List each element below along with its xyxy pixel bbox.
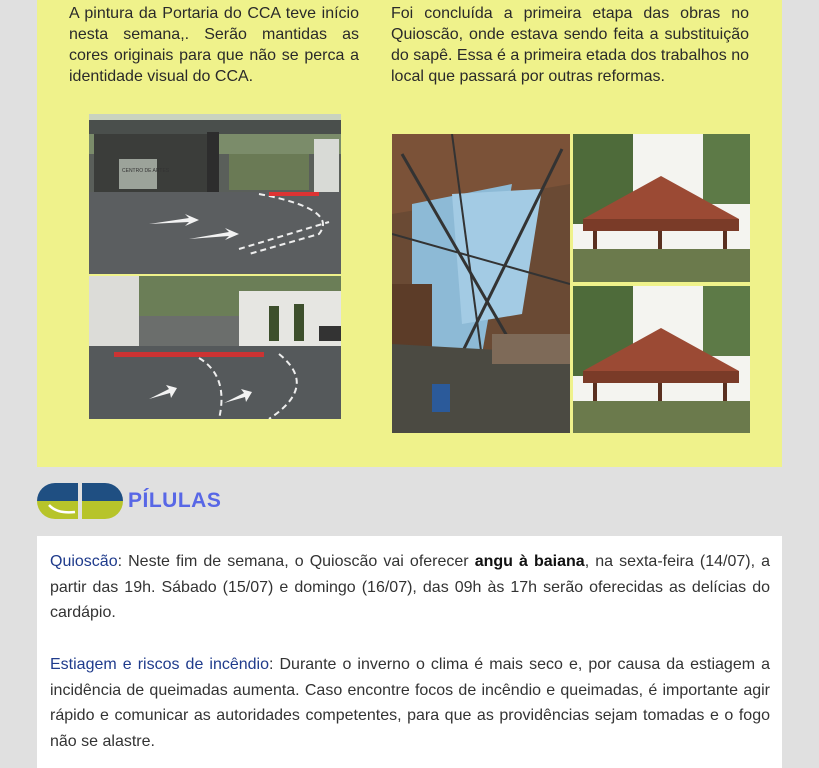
pilula-quioscao [50,549,770,626]
pilula-quioscao-highlight: angu à baiana [474,553,585,570]
quioscao-exterior-photo-top [573,134,750,282]
quioscao-exterior-photo-bottom [573,286,750,433]
quioscao-news-text: Foi concluída a primeira etapa das obras no Quioscão, onde estava sendo feita a substituição do sapê. Essa é a primeira etada dos trabalhos no local que passará por outras reformas. [391,5,749,85]
portaria-sign-text: CENTRO DE ARTES [122,168,170,174]
news-panel [37,0,782,467]
pilulas-logo-icon [37,483,123,519]
pilula-estiagem-label: Estiagem e riscos de incêndio [50,656,269,673]
portaria-photo-bottom [89,276,341,419]
portaria-news-text: A pintura da Portaria do CCA teve início nesta semana,. Serão mantidas as cores originais para que não se perca a identidade visual do CCA. [69,5,359,85]
pilula-estiagem [50,652,770,754]
pilula-estiagem-text: : Durante o inverno o clima é mais seco e, por causa da estiagem a incidência de queimadas aumenta. Caso encontre focos de incêndio e queimadas, é importante agir rápido e comunicar as autoridades competentes, para que as providências sejam tomadas e o fogo não se alastre. [50,656,770,750]
pilulas-panel [37,536,782,768]
section-title: PÍLULAS [128,489,222,512]
pilula-quioscao-text-before: : Neste fim de semana, o Quioscão vai oferecer [117,553,475,570]
pilulas-section-header [37,483,337,519]
pilula-quioscao-text-after: , na sexta-feira (14/07), a partir das 19h. Sábado (15/07) e domingo (16/07), das 09h às 17h serão oferecidas as delícias do cardápio. [50,553,770,621]
portaria-photo-top [89,114,341,274]
quioscao-roof-photo [392,134,570,433]
pilula-quioscao-label: Quioscão [50,553,118,570]
